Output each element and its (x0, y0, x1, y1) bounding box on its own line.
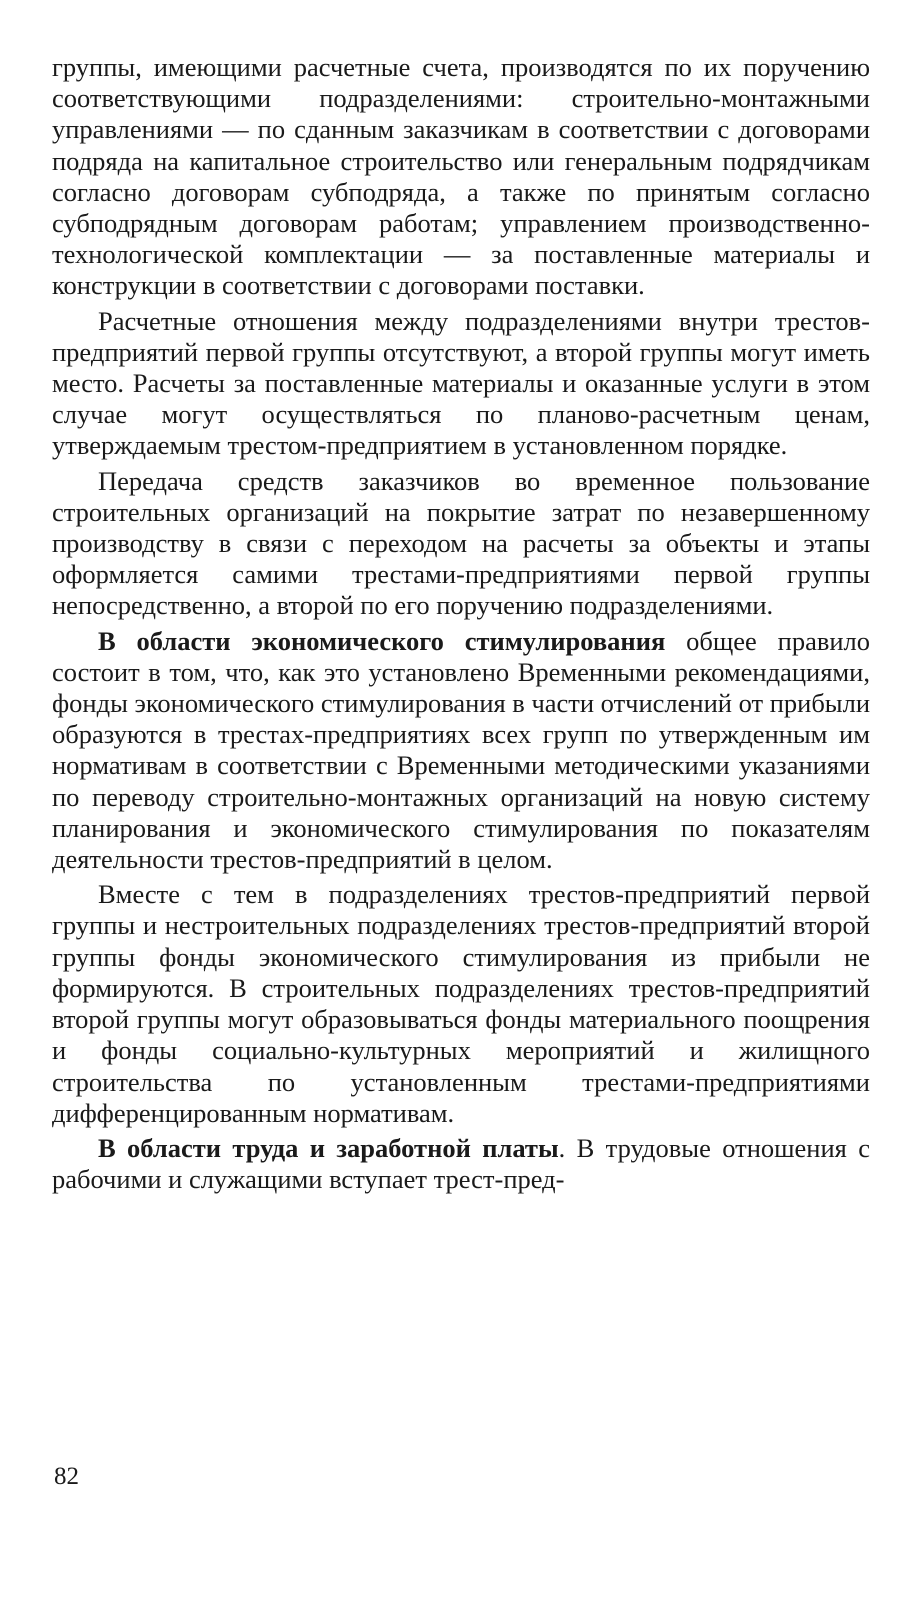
paragraph-6-text: . В трудовые отношения с рабочими и служащими вступает трест-пред- (52, 1132, 870, 1195)
paragraph-1-text: группы, имеющими расчетные счета, производятся по их поручению соответствующими подразделениями: строительно-монтажными управлениями — по сданным заказчикам в соответствии с договорами подряда на капитальное строительство или генеральным подрядчикам согласно договорам субподряда, а также по принятым согласно субподрядным договорам работам; управлением производственно-технологической комплектации — за поставленные материалы и конструкции в соответствии с договорами поставки. (52, 52, 870, 301)
paragraph-1 (52, 52, 870, 302)
paragraph-6-lead: В области труда и заработной платы (98, 1132, 559, 1163)
paragraph-4-lead: В области экономического стимулирования (98, 625, 666, 656)
page-body (52, 52, 870, 1195)
paragraph-5-text: Вместе с тем в подразделениях трестов-предприятий первой группы и нестроительных подразделениях трестов-предприятий второй группы фонды экономического стимулирования из прибыли не формируются. В строительных подразделениях трестов-предприятий второй группы могут образовываться фонды материального поощрения и фонды социально-культурных мероприятий и жилищного строительства по установленным трестами-предприятиями дифференцированным нормативам. (52, 879, 870, 1128)
paragraph-3-text: Передача средств заказчиков во временное пользование строительных организаций на покрытие затрат по незавершенному производству в связи с переходом на расчеты за объекты и этапы оформляется самими трестами-предприятиями первой группы непосредственно, а второй по его поручению подразделениями. (52, 465, 870, 621)
paragraph-4 (52, 626, 870, 876)
paragraph-2-text: Расчетные отношения между подразделениями внутри трестов-предприятий первой группы отсутствуют, а второй группы могут иметь место. Расчеты за поставленные материалы и оказанные услуги в этом случае могут осуществляться по планово-расчетным ценам, утверждаемым трестом-предприятием в установленном порядке. (52, 305, 870, 461)
paragraph-5 (52, 879, 870, 1129)
paragraph-2 (52, 306, 870, 462)
paragraph-6 (52, 1133, 870, 1195)
paragraph-3 (52, 466, 870, 622)
page-number: 82 (54, 1463, 79, 1490)
paragraph-4-text: общее правило состоит в том, что, как это установлено Временными рекомендациями, фонды экономического стимулирования в части отчислений от прибыли образуются в трестах-предприятиях всех групп по утвержденным им нормативам в соответствии с Временными методическими указаниями по переводу строительно-монтажных организаций на новую систему планирования и экономического стимулирования по показателям деятельности трестов-предприятий в целом. (52, 625, 871, 875)
